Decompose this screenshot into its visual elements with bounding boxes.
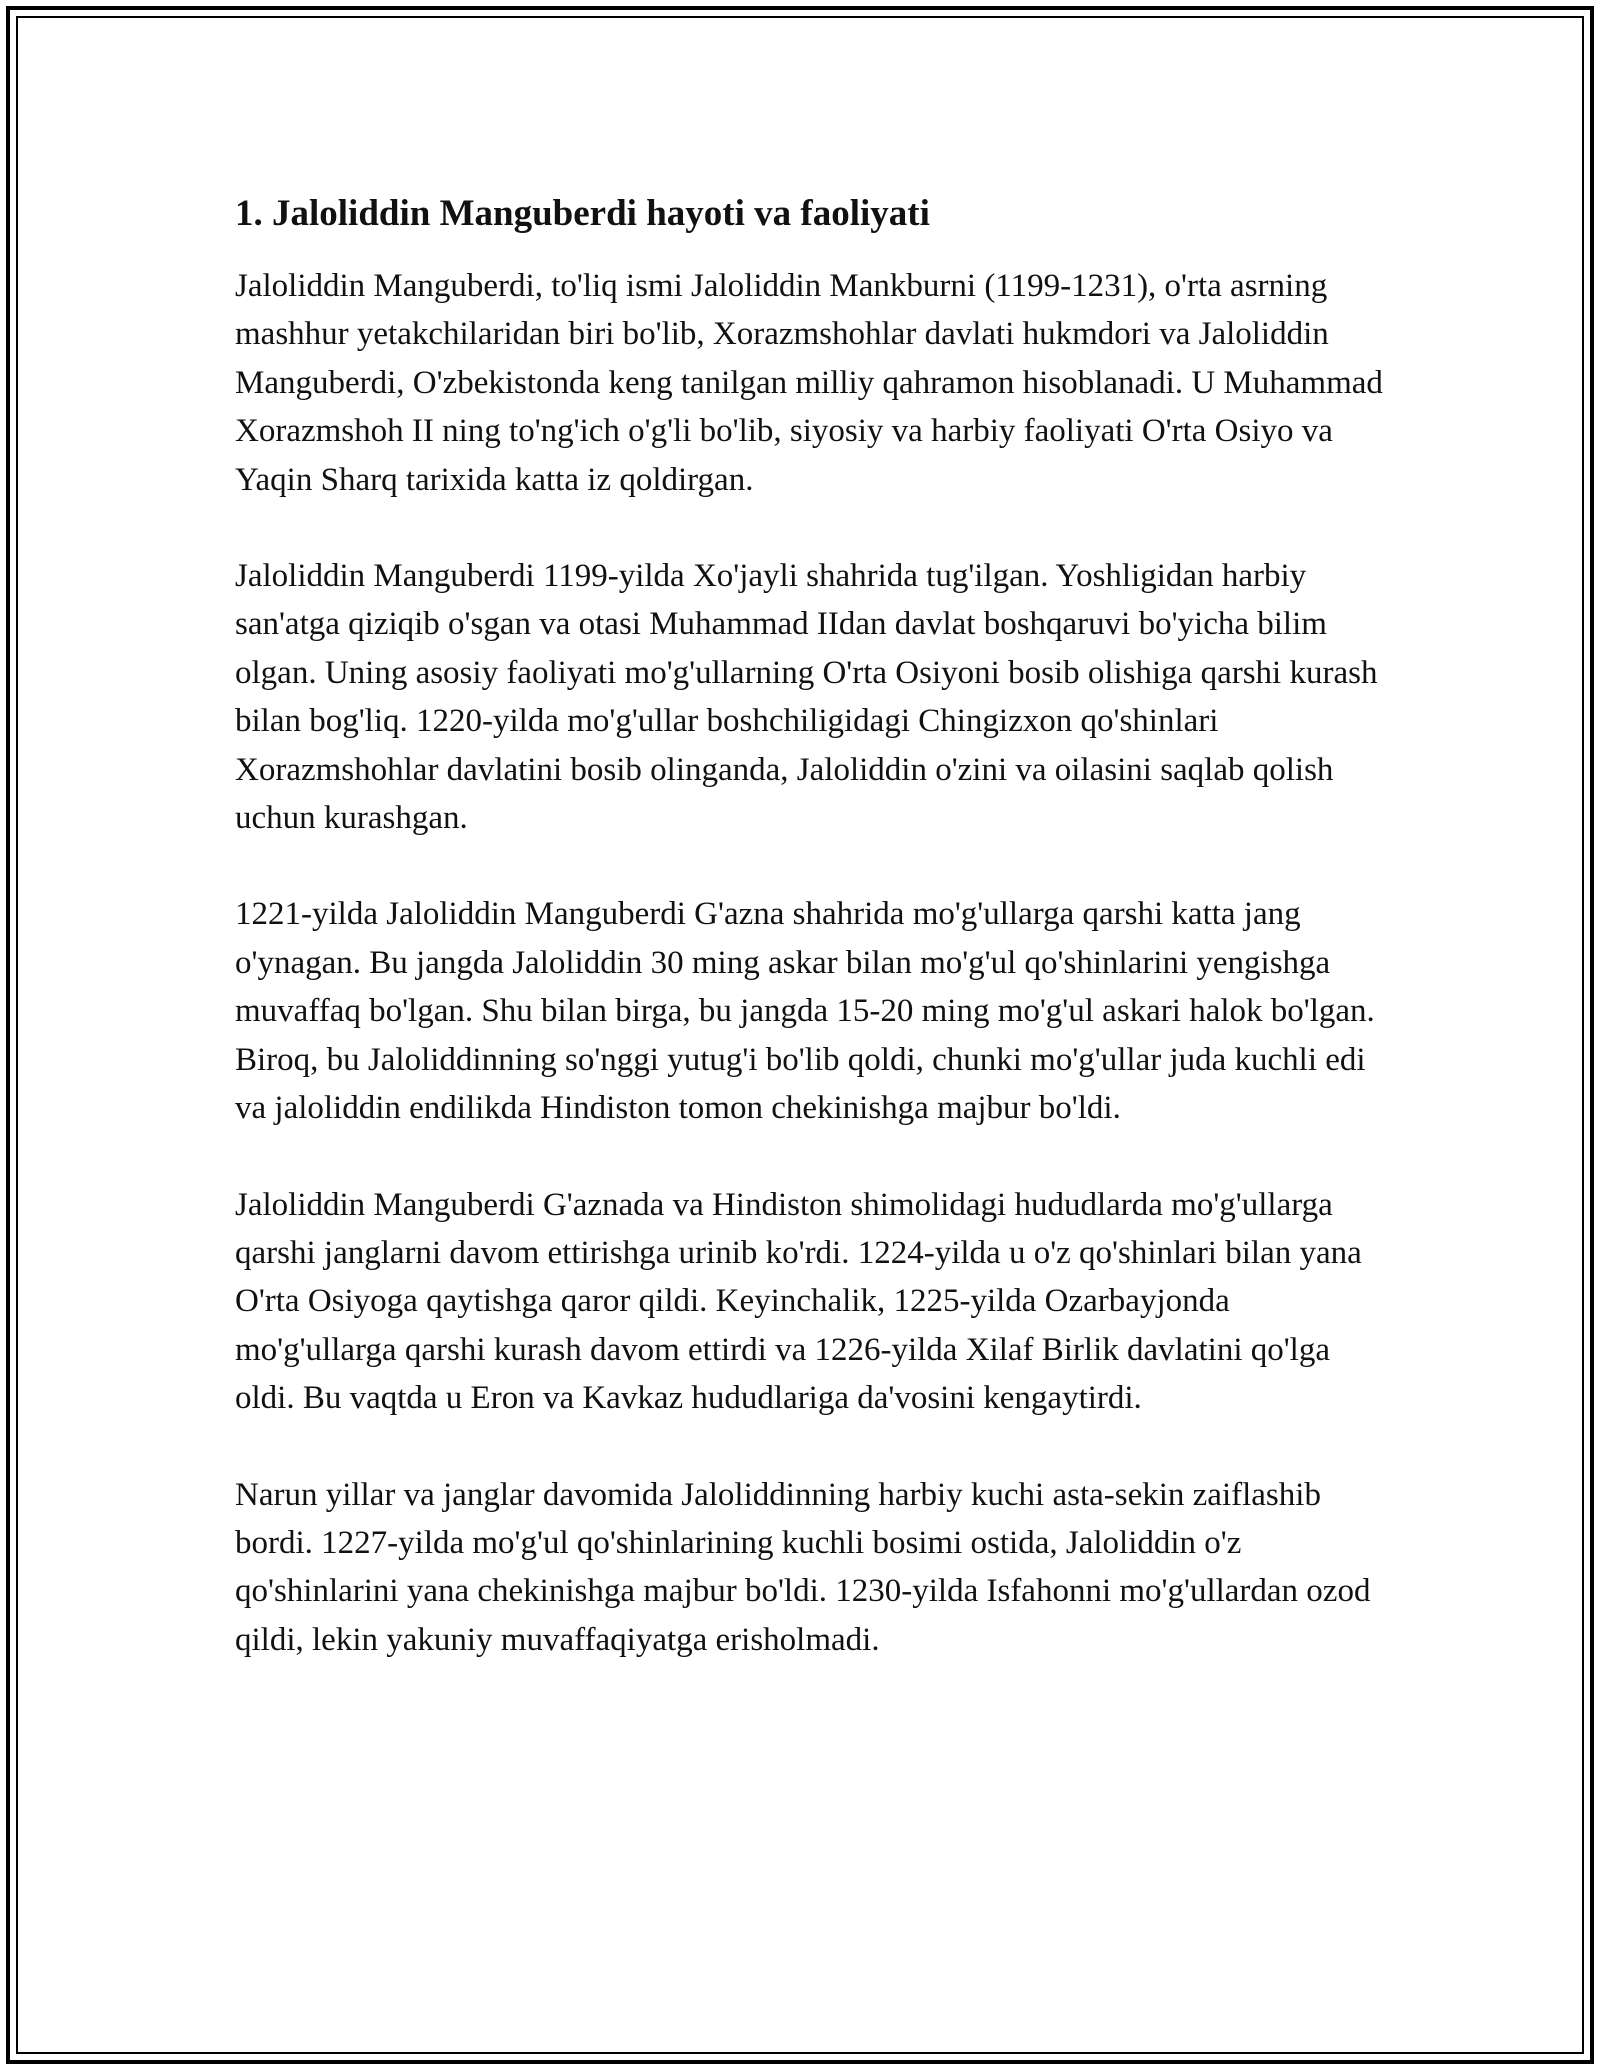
document-body xyxy=(235,188,1395,1712)
paragraph-decline: Narun yillar va janglar davomida Jaloliddinning harbiy kuchi asta-sekin zaiflashib bordi. 1227-yilda mo'g'ul qo'shinlarining kuchli bosimi ostida, Jaloliddin o'z qo'shinlarini yana chekinishga majbur bo'ldi. 1230-yilda Isfahonni mo'g'ullardan ozod qildi, lekin yakuniy muvaffaqiyatga erisholmadi. xyxy=(235,1476,1371,1658)
paragraph-early-life: Jaloliddin Manguberdi 1199-yilda Xo'jayli shahrida tug'ilgan. Yoshligidan harbiy san'atga qiziqib o'sgan va otasi Muhammad IIdan davlat boshqaruvi bo'yicha bilim olgan. Uning asosiy faoliyati mo'g'ullarning O'rta Osiyoni bosib olishiga qarshi kurash bilan bog'liq. 1220-yilda mo'g'ullar boshchiligidagi Chingizxon qo'shinlari Xorazmshohlar davlatini bosib olinganda, Jaloliddin o'zini va oilasini saqlab qolish uchun kurashgan. xyxy=(235,558,1378,837)
paragraph-campaigns: Jaloliddin Manguberdi G'aznada va Hindiston shimolidagi hududlarda mo'g'ullarga qarshi janglarni davom ettirishga urinib ko'rdi. 1224-yilda u o'z qo'shinlari bilan yana O'rta Osiyoga qaytishga qaror qildi. Keyinchalik, 1225-yilda Ozarbayjonda mo'g'ullarga qarshi kurash davom ettirdi va 1226-yilda Xilaf Birlik davlatini qo'lga oldi. Bu vaqtda u Eron va Kavkaz hududlariga da'vosini kengaytirdi. xyxy=(235,1186,1362,1417)
paragraph-battle-ghazni: 1221-yilda Jaloliddin Manguberdi G'azna shahrida mo'g'ullarga qarshi katta jang o'ynagan. Bu jangda Jaloliddin 30 ming askar bilan mo'g'ul qo'shinlarini yengishga muvaffaq bo'lgan. Shu bilan birga, bu jangda 15-20 ming mo'g'ul askari halok bo'lgan. Biroq, bu Jaloliddinning so'nggi yutug'i bo'lib qoldi, chunki mo'g'ullar juda kuchli edi va jaloliddin endilikda Hindiston tomon chekinishga majbur bo'ldi. xyxy=(235,896,1375,1127)
paragraph-intro: Jaloliddin Manguberdi, to'liq ismi Jaloliddin Mankburni (1199-1231), o'rta asrning mashhur yetakchilaridan biri bo'lib, Xorazmshohlar davlati hukmdori va Jaloliddin Manguberdi, O'zbekistonda keng tanilgan milliy qahramon hisoblanadi. U Muhammad Xorazmshoh II ning to'ng'ich o'g'li bo'lib, siyosiy va harbiy faoliyati O'rta Osiyo va Yaqin Sharq tarixida katta iz qoldirgan. xyxy=(235,268,1383,498)
section-title: 1. Jaloliddin Manguberdi hayoti va faoliyati xyxy=(235,193,930,234)
